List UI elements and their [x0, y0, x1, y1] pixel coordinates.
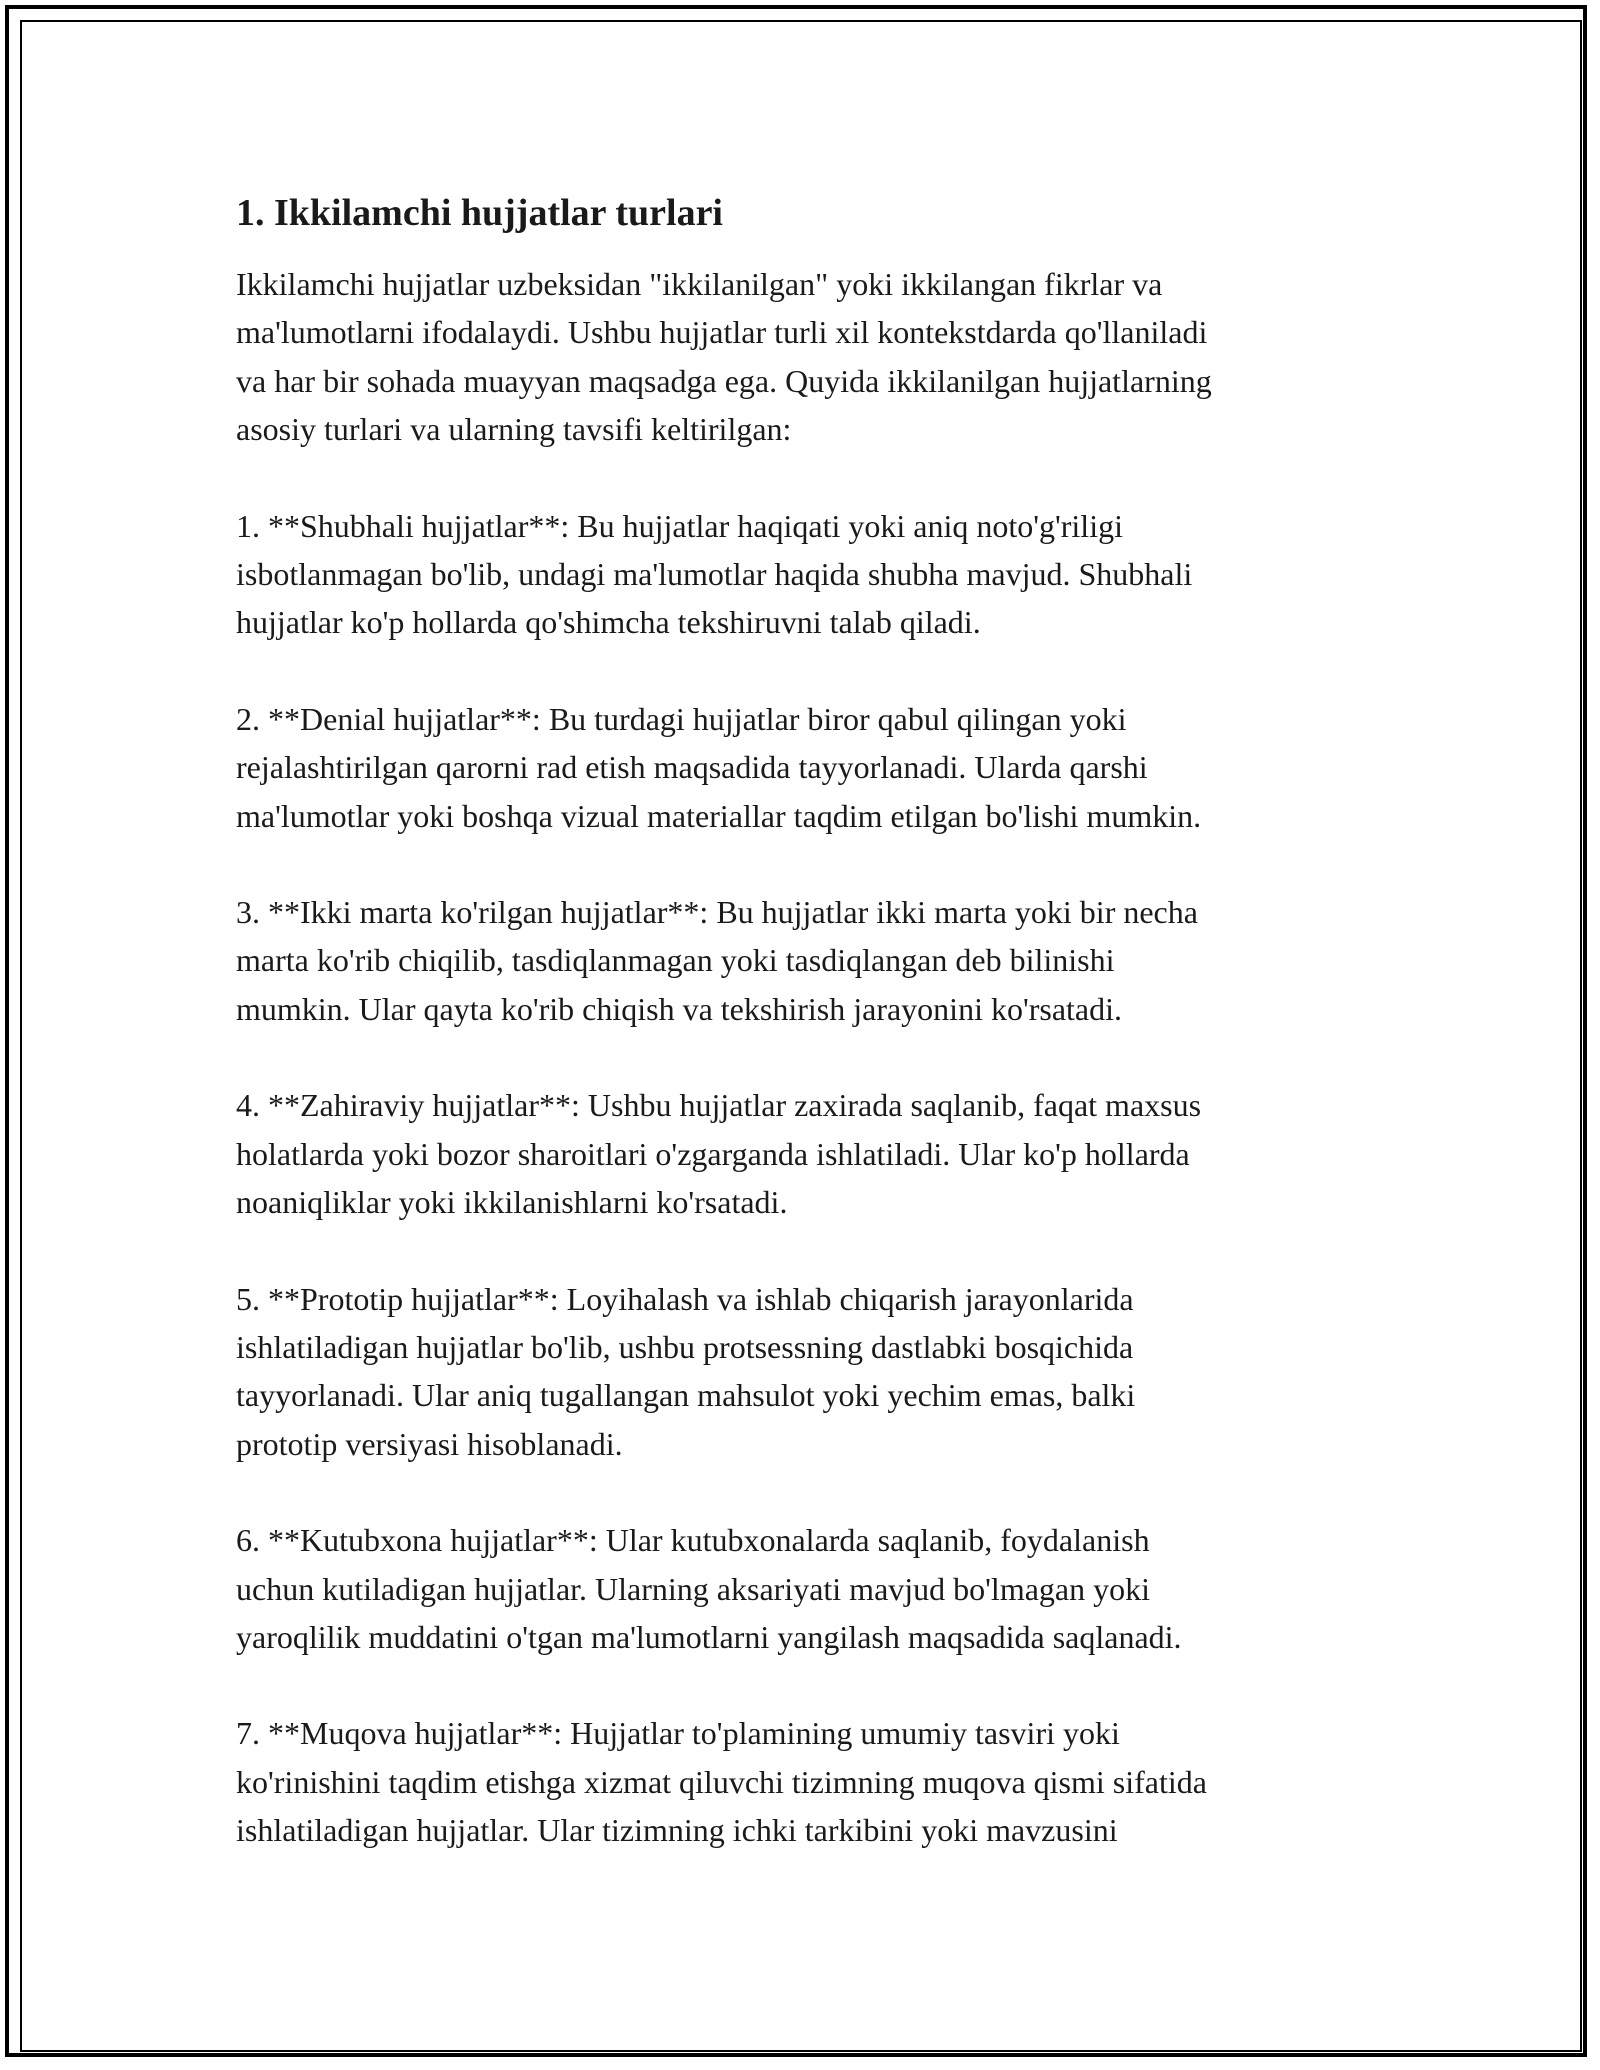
- list-item-4: 4. **Zahiraviy hujjatlar**: Ushbu hujjatlar zaxirada saqlanib, faqat maxsus holatlarda yoki bozor sharoitlari o'zgarganda ishlatiladi. Ular ko'p hollarda noaniqliklar yoki ikkilanishlarni ko'rsatadi.: [236, 1087, 1202, 1221]
- list-item-5: 5. **Prototip hujjatlar**: Loyihalash va ishlab chiqarish jarayonlarida ishlatiladigan hujjatlar bo'lib, ushbu protsessning dastlabki bosqichida tayyorlanadi. Ular aniq tugallangan mahsulot yoki yechim emas, balki prototip versiyasi hisoblanadi.: [236, 1280, 1136, 1462]
- intro-paragraph: Ikkilamchi hujjatlar uzbeksidan "ikkilanilgan" yoki ikkilangan fikrlar va ma'lumotlarni ifodalaydi. Ushbu hujjatlar turli xil kontekstdarda qo'llaniladi va har bir sohada muayyan maqsadga ega. Quyida ikkilanilgan hujjatlarning asosiy turlari va ularning tavsifi keltirilgan:: [236, 266, 1212, 448]
- document-body: [236, 186, 1376, 1855]
- list-item-7: 7. **Muqova hujjatlar**: Hujjatlar to'plamining umumiy tasviri yoki ko'rinishini taqdim etishga xizmat qiluvchi tizimning muqova qismi sifatida ishlatiladigan hujjatlar. Ular tizimning ichki tarkibini yoki mavzusini: [236, 1715, 1207, 1849]
- list-item-3: 3. **Ikki marta ko'rilgan hujjatlar**: Bu hujjatlar ikki marta yoki bir necha marta ko'rib chiqilib, tasdiqlanmagan yoki tasdiqlangan deb bilinishi mumkin. Ular qayta ko'rib chiqish va tekshirish jarayonini ko'rsatadi.: [236, 894, 1198, 1027]
- list-item-2: 2. **Denial hujjatlar**: Bu turdagi hujjatlar biror qabul qilingan yoki rejalashtirilgan qarorni rad etish maqsadida tayyorlanadi. Ularda qarshi ma'lumotlar yoki boshqa vizual materiallar taqdim etilgan bo'lishi mumkin.: [236, 700, 1202, 834]
- list-item-6: 6. **Kutubxona hujjatlar**: Ular kutubxonalarda saqlanib, foydalanish uchun kutiladigan hujjatlar. Ularning aksariyati mavjud bo'lmagan yoki yaroqlilik muddatini o'tgan ma'lumotlarni yangilash maqsadida saqlanadi.: [236, 1522, 1182, 1655]
- section-heading: 1. Ikkilamchi hujjatlar turlari: [236, 192, 723, 234]
- list-item-1: 1. **Shubhali hujjatlar**: Bu hujjatlar haqiqati yoki aniq noto'g'riligi isbotlanmagan bo'lib, undagi ma'lumotlar haqida shubha mavjud. Shubhali hujjatlar ko'p hollarda qo'shimcha tekshiruvni talab qiladi.: [236, 507, 1193, 641]
